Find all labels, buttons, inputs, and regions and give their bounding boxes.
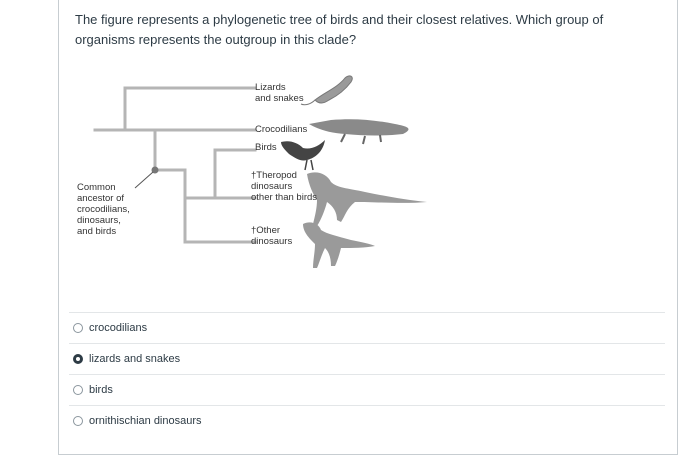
label-theropod-dinosaurs: †Theropod dinosaurs other than birds [251,170,318,203]
ancestor-pointer-line [135,172,153,188]
radio-button[interactable] [73,416,83,426]
answer-label: lizards and snakes [89,353,181,365]
phylogenetic-tree-figure [75,70,455,275]
label-other-dinosaurs: †Other dinosaurs [251,225,293,247]
other-dinosaur-illustration [303,222,375,268]
answer-label: crocodilians [89,322,148,334]
radio-button[interactable] [73,323,83,333]
bird-illustration [281,140,325,170]
answer-option-birds[interactable] [69,374,665,405]
theropod-illustration [307,172,427,226]
crocodile-illustration [309,119,408,144]
radio-button[interactable] [73,385,83,395]
question-text: The figure represents a phylogenetic tree of birds and their closest relatives. Which group of organisms represents the outgroup in this clade? [75,12,604,47]
radio-button-selected[interactable] [73,354,83,364]
label-lizards-and-snakes: Lizards and snakes [255,82,304,104]
label-birds: Birds [255,142,277,153]
answer-option-lizards-and-snakes[interactable] [69,343,665,374]
lizard-illustration [301,76,352,105]
label-crocodilians: Crocodilians [255,124,308,135]
label-common-ancestor: Common ancestor of crocodilians, dinosaurs, and birds [77,182,130,237]
answer-label: ornithischian dinosaurs [89,415,202,427]
quiz-question-card [58,0,678,455]
answer-option-crocodilians[interactable] [69,312,665,343]
answer-option-ornithischian-dinosaurs[interactable] [69,405,665,436]
answer-choices [69,312,665,436]
answer-label: birds [89,384,113,396]
